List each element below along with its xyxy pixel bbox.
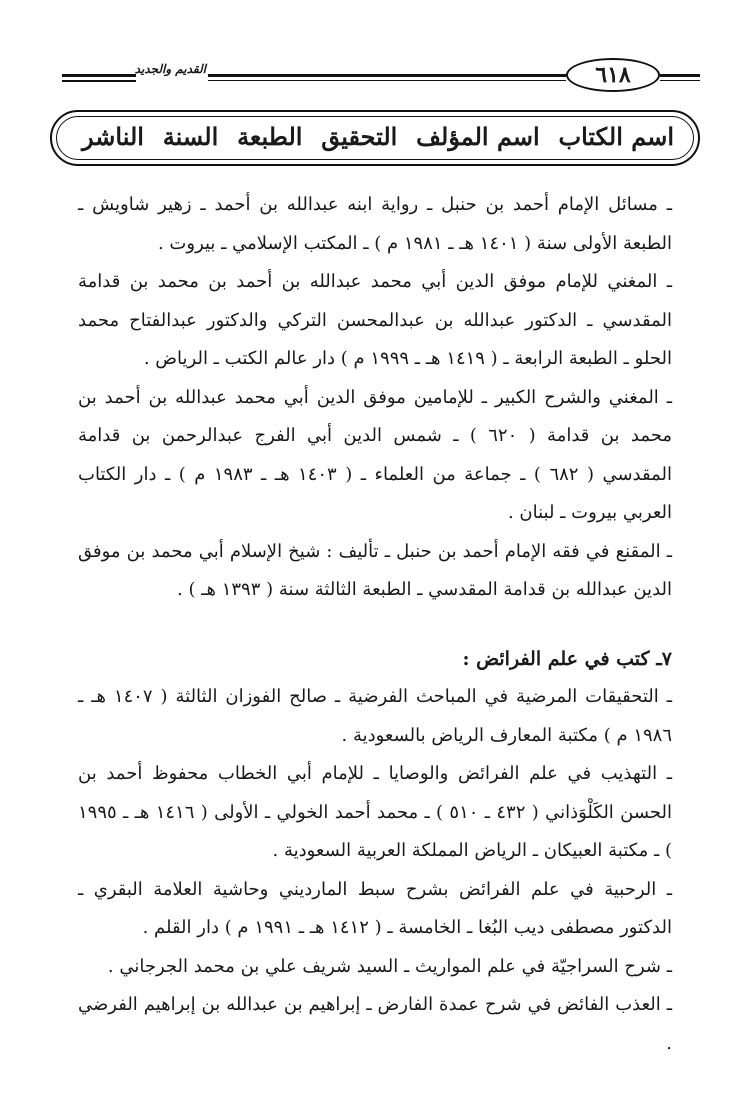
column-heading-editor: التحقيق [321, 122, 398, 151]
bibliography-entry: ـ المقنع في فقه الإمام أحمد بن حنبل ـ تأليف : شيخ الإسلام أبي محمد بن موفق الدين عبدالله بن قدامة المقدسي ـ الطبعة الثالثة سنة ( ١٣٩٣ هـ ) . [78, 540, 672, 600]
bibliography-content [78, 186, 672, 1063]
bibliography-entry: ـ التهذيب في علم الفرائض والوصايا ـ للإمام أبي الخطاب محفوظ أحمد بن الحسن الكَلْوَذاني ( ٤٣٢ ـ ٥١٠ ) ـ محمد أحمد الخولي ـ الأولى ( ١٤١٦ هـ ـ ١٩٩٥ ) ـ مكتبة العبيكان ـ الرياض المملكة العربية السعودية . [78, 763, 673, 861]
column-headings [82, 122, 674, 151]
bibliography-entry: ـ التحقيقات المرضية في المباحث الفرضية ـ صالح الفوزان الثالثة ( ١٤٠٧ هـ ـ ١٩٨٦ م ) مكتبة المعارف الرياض بالسعودية . [78, 686, 672, 746]
bibliography-entry: ـ مسائل الإمام أحمد بن حنبل ـ رواية ابنه عبدالله بن أحمد ـ زهير شاويش ـ الطبعة الأولى سنة ( ١٤٠١ هـ ـ ١٩٨١ م ) ـ المكتب الإسلامي ـ بيروت . [78, 194, 672, 254]
column-headings-box [50, 110, 700, 166]
bibliography-entry: ـ المغني للإمام موفق الدين أبي محمد عبدالله بن أحمد بن محمد بن قدامة المقدسي ـ الدكتور عبدالله بن عبدالمحسن التركي والدكتور عبدالفتاح محمد الحلو ـ الطبعة الرابعة ـ ( ١٤١٩ هـ ـ ١٩٩٩ م ) دار عالم الكتب ـ الرياض . [78, 271, 672, 369]
bibliography-entry: ـ الرحبية في علم الفرائض بشرح سبط المارديني وحاشية العلامة البقري ـ الدكتور مصطفى ديب البُغا ـ الخامسة ـ ( ١٤١٢ هـ ـ ١٩٩١ م ) دار القلم . [78, 878, 672, 938]
column-heading-author: اسم المؤلف [416, 122, 540, 151]
bibliography-entry: ـ المغني والشرح الكبير ـ للإمامين موفق الدين أبي محمد عبدالله بن أحمد بن محمد بن قدامة ( ٦٢٠ ) ـ شمس الدين أبي الفرج عبدالرحمن بن قدامة المقدسي ( ٦٨٢ ) ـ جماعة من العلماء ـ ( ١٤٠٣ هـ ـ ١٩٨٣ م ) ـ دار الكتاب العربي بيروت ـ لبنان . [78, 386, 672, 523]
column-heading-year: السنة [162, 122, 219, 151]
section-heading: ٧ـ كتب في علم الفرائض : [462, 647, 672, 670]
column-heading-publisher: الناشر [82, 122, 144, 151]
header-rule-main [208, 74, 566, 77]
bibliography-entry: ـ العذب الفائض في شرح عمدة الفارض ـ إبراهيم بن عبدالله بن إبراهيم الفرضي . [78, 994, 672, 1054]
bibliography-entry: ـ شرح السراجيّة في علم المواريث ـ السيد شريف علي بن محمد الجرجاني . [107, 955, 672, 977]
running-title: القديم والجديد [134, 62, 206, 76]
running-header [60, 56, 700, 96]
column-heading-edition: الطبعة [237, 122, 303, 151]
header-rule-right [660, 74, 700, 77]
column-heading-book-title: اسم الكتاب [558, 122, 674, 151]
header-rule-left [62, 74, 136, 77]
page-number: ٦١٨ [566, 58, 660, 92]
